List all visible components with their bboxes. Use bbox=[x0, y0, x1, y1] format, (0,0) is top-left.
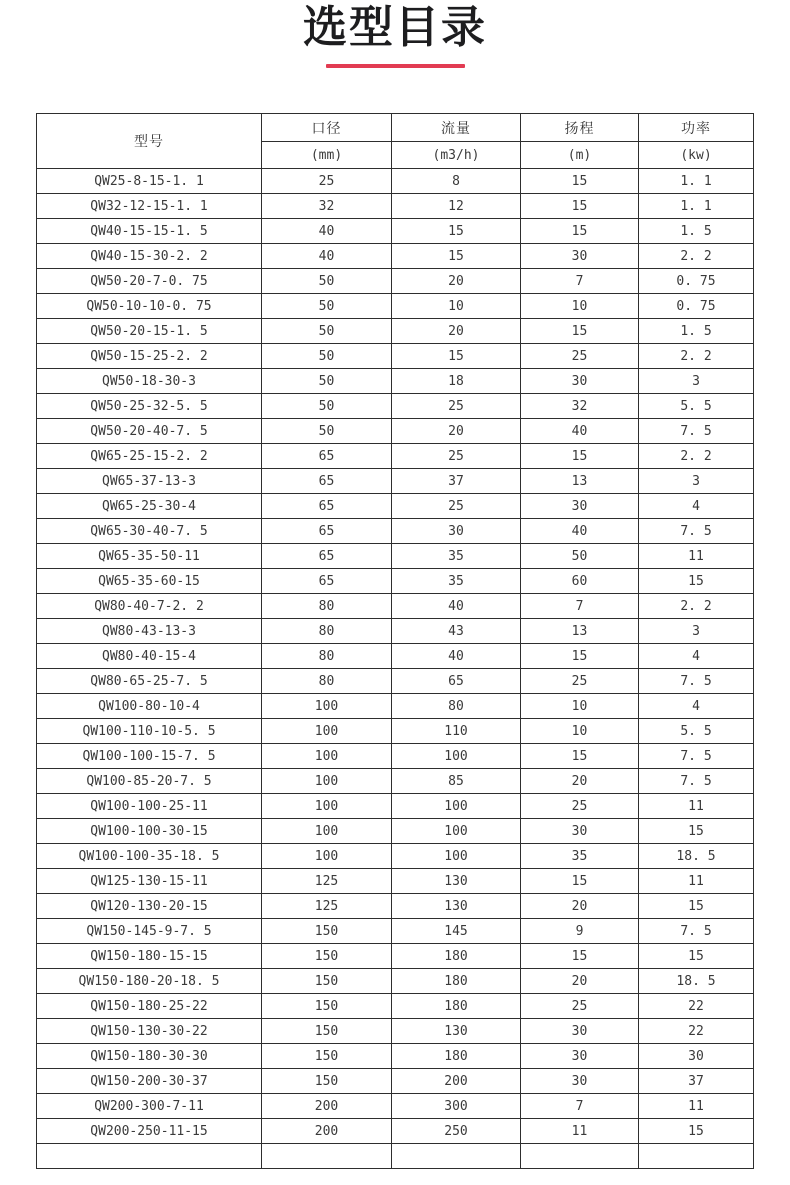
flow-cell: 30 bbox=[392, 519, 521, 544]
diameter-cell: 65 bbox=[262, 444, 392, 469]
head-cell: 15 bbox=[521, 169, 639, 194]
diameter-cell: 65 bbox=[262, 544, 392, 569]
diameter-cell: 50 bbox=[262, 269, 392, 294]
power-cell: 11 bbox=[639, 869, 754, 894]
model-cell: QW80-40-15-4 bbox=[37, 644, 262, 669]
model-cell: QW100-110-10-5. 5 bbox=[37, 719, 262, 744]
table-row bbox=[37, 419, 754, 444]
head-cell: 30 bbox=[521, 494, 639, 519]
flow-cell: 40 bbox=[392, 594, 521, 619]
flow-cell: 300 bbox=[392, 1094, 521, 1119]
flow-cell: 25 bbox=[392, 394, 521, 419]
power-cell: 7. 5 bbox=[639, 519, 754, 544]
head-cell: 11 bbox=[521, 1119, 639, 1144]
head-cell: 7 bbox=[521, 269, 639, 294]
table-row bbox=[37, 569, 754, 594]
power-cell: 7. 5 bbox=[639, 419, 754, 444]
diameter-cell: 65 bbox=[262, 494, 392, 519]
table-row bbox=[37, 369, 754, 394]
model-cell: QW150-130-30-22 bbox=[37, 1019, 262, 1044]
flow-cell: 37 bbox=[392, 469, 521, 494]
power-cell: 0. 75 bbox=[639, 294, 754, 319]
flow-cell: 20 bbox=[392, 269, 521, 294]
model-cell: QW50-25-32-5. 5 bbox=[37, 394, 262, 419]
flow-cell: 12 bbox=[392, 194, 521, 219]
head-cell: 15 bbox=[521, 944, 639, 969]
table-row bbox=[37, 1119, 754, 1144]
head-cell: 9 bbox=[521, 919, 639, 944]
table-row bbox=[37, 219, 754, 244]
selection-table-body bbox=[37, 169, 754, 1169]
head-cell: 20 bbox=[521, 969, 639, 994]
diameter-cell: 150 bbox=[262, 1019, 392, 1044]
table-row bbox=[37, 169, 754, 194]
diameter-cell: 100 bbox=[262, 719, 392, 744]
flow-cell: 35 bbox=[392, 569, 521, 594]
table-row bbox=[37, 1019, 754, 1044]
power-cell: 2. 2 bbox=[639, 244, 754, 269]
model-cell: QW200-250-11-15 bbox=[37, 1119, 262, 1144]
head-cell: 50 bbox=[521, 544, 639, 569]
flow-cell: 20 bbox=[392, 419, 521, 444]
model-cell: QW65-25-15-2. 2 bbox=[37, 444, 262, 469]
diameter-cell: 65 bbox=[262, 469, 392, 494]
page-title: 选型目录 bbox=[303, 2, 487, 53]
table-row bbox=[37, 394, 754, 419]
power-cell: 4 bbox=[639, 644, 754, 669]
model-cell: QW50-20-15-1. 5 bbox=[37, 319, 262, 344]
power-cell: 37 bbox=[639, 1069, 754, 1094]
table-row bbox=[37, 744, 754, 769]
diameter-cell bbox=[262, 1144, 392, 1169]
power-cell: 1. 1 bbox=[639, 169, 754, 194]
flow-cell: 180 bbox=[392, 969, 521, 994]
header-flow-unit: (m3/h) bbox=[392, 142, 521, 169]
flow-cell: 40 bbox=[392, 644, 521, 669]
head-cell: 60 bbox=[521, 569, 639, 594]
diameter-cell: 80 bbox=[262, 644, 392, 669]
flow-cell: 100 bbox=[392, 744, 521, 769]
power-cell: 11 bbox=[639, 1094, 754, 1119]
flow-cell bbox=[392, 1144, 521, 1169]
model-cell: QW80-40-7-2. 2 bbox=[37, 594, 262, 619]
model-cell: QW150-200-30-37 bbox=[37, 1069, 262, 1094]
power-cell: 15 bbox=[639, 819, 754, 844]
diameter-cell: 100 bbox=[262, 744, 392, 769]
head-cell: 15 bbox=[521, 444, 639, 469]
power-cell: 11 bbox=[639, 794, 754, 819]
diameter-cell: 100 bbox=[262, 819, 392, 844]
power-cell: 1. 5 bbox=[639, 219, 754, 244]
head-cell: 32 bbox=[521, 394, 639, 419]
flow-cell: 65 bbox=[392, 669, 521, 694]
model-cell: QW50-20-7-0. 75 bbox=[37, 269, 262, 294]
power-cell: 4 bbox=[639, 694, 754, 719]
diameter-cell: 150 bbox=[262, 919, 392, 944]
head-cell: 25 bbox=[521, 794, 639, 819]
flow-cell: 145 bbox=[392, 919, 521, 944]
head-cell: 13 bbox=[521, 619, 639, 644]
table-row bbox=[37, 844, 754, 869]
head-cell: 40 bbox=[521, 419, 639, 444]
table-row bbox=[37, 644, 754, 669]
power-cell: 11 bbox=[639, 544, 754, 569]
flow-cell: 100 bbox=[392, 844, 521, 869]
table-row bbox=[37, 319, 754, 344]
flow-cell: 15 bbox=[392, 244, 521, 269]
table-row bbox=[37, 544, 754, 569]
model-cell: QW150-180-15-15 bbox=[37, 944, 262, 969]
flow-cell: 8 bbox=[392, 169, 521, 194]
table-row bbox=[37, 919, 754, 944]
table-row bbox=[37, 894, 754, 919]
model-cell: QW50-18-30-3 bbox=[37, 369, 262, 394]
power-cell: 7. 5 bbox=[639, 919, 754, 944]
table-row bbox=[37, 1069, 754, 1094]
partial-next-row bbox=[37, 1144, 754, 1169]
diameter-cell: 65 bbox=[262, 519, 392, 544]
model-cell: QW25-8-15-1. 1 bbox=[37, 169, 262, 194]
flow-cell: 43 bbox=[392, 619, 521, 644]
diameter-cell: 25 bbox=[262, 169, 392, 194]
head-cell: 15 bbox=[521, 319, 639, 344]
power-cell: 1. 1 bbox=[639, 194, 754, 219]
title-underline bbox=[326, 64, 465, 68]
model-cell: QW40-15-15-1. 5 bbox=[37, 219, 262, 244]
head-cell: 7 bbox=[521, 594, 639, 619]
diameter-cell: 100 bbox=[262, 794, 392, 819]
flow-cell: 130 bbox=[392, 869, 521, 894]
flow-cell: 25 bbox=[392, 444, 521, 469]
model-cell: QW100-100-15-7. 5 bbox=[37, 744, 262, 769]
power-cell: 22 bbox=[639, 994, 754, 1019]
diameter-cell: 150 bbox=[262, 994, 392, 1019]
diameter-cell: 100 bbox=[262, 694, 392, 719]
diameter-cell: 150 bbox=[262, 1069, 392, 1094]
diameter-cell: 100 bbox=[262, 844, 392, 869]
power-cell: 5. 5 bbox=[639, 394, 754, 419]
power-cell: 7. 5 bbox=[639, 744, 754, 769]
flow-cell: 18 bbox=[392, 369, 521, 394]
header-flow: 流量 bbox=[392, 114, 521, 142]
head-cell: 7 bbox=[521, 1094, 639, 1119]
head-cell: 15 bbox=[521, 194, 639, 219]
model-cell: QW100-100-25-11 bbox=[37, 794, 262, 819]
flow-cell: 15 bbox=[392, 344, 521, 369]
power-cell: 1. 5 bbox=[639, 319, 754, 344]
diameter-cell: 50 bbox=[262, 394, 392, 419]
model-cell: QW80-43-13-3 bbox=[37, 619, 262, 644]
model-cell: QW50-10-10-0. 75 bbox=[37, 294, 262, 319]
flow-cell: 180 bbox=[392, 944, 521, 969]
header-head-unit: (m) bbox=[521, 142, 639, 169]
model-cell: QW40-15-30-2. 2 bbox=[37, 244, 262, 269]
head-cell: 30 bbox=[521, 244, 639, 269]
diameter-cell: 200 bbox=[262, 1119, 392, 1144]
head-cell: 13 bbox=[521, 469, 639, 494]
diameter-cell: 125 bbox=[262, 869, 392, 894]
power-cell: 3 bbox=[639, 369, 754, 394]
power-cell bbox=[639, 1144, 754, 1169]
table-row bbox=[37, 994, 754, 1019]
model-cell: QW125-130-15-11 bbox=[37, 869, 262, 894]
model-cell: QW65-35-60-15 bbox=[37, 569, 262, 594]
power-cell: 22 bbox=[639, 1019, 754, 1044]
diameter-cell: 200 bbox=[262, 1094, 392, 1119]
flow-cell: 10 bbox=[392, 294, 521, 319]
head-cell: 25 bbox=[521, 669, 639, 694]
flow-cell: 35 bbox=[392, 544, 521, 569]
table-row bbox=[37, 694, 754, 719]
table-header bbox=[37, 114, 754, 169]
flow-cell: 250 bbox=[392, 1119, 521, 1144]
power-cell: 18. 5 bbox=[639, 844, 754, 869]
power-cell: 3 bbox=[639, 619, 754, 644]
flow-cell: 85 bbox=[392, 769, 521, 794]
table-row bbox=[37, 769, 754, 794]
head-cell: 25 bbox=[521, 344, 639, 369]
model-cell: QW100-100-35-18. 5 bbox=[37, 844, 262, 869]
table-row bbox=[37, 869, 754, 894]
table-row bbox=[37, 619, 754, 644]
header-head: 扬程 bbox=[521, 114, 639, 142]
flow-cell: 110 bbox=[392, 719, 521, 744]
table-row bbox=[37, 1094, 754, 1119]
diameter-cell: 50 bbox=[262, 419, 392, 444]
flow-cell: 80 bbox=[392, 694, 521, 719]
diameter-cell: 100 bbox=[262, 769, 392, 794]
diameter-cell: 150 bbox=[262, 969, 392, 994]
flow-cell: 130 bbox=[392, 1019, 521, 1044]
head-cell: 40 bbox=[521, 519, 639, 544]
head-cell: 10 bbox=[521, 694, 639, 719]
head-cell: 30 bbox=[521, 1069, 639, 1094]
table-row bbox=[37, 969, 754, 994]
header-power: 功率 bbox=[639, 114, 754, 142]
diameter-cell: 80 bbox=[262, 594, 392, 619]
diameter-cell: 50 bbox=[262, 369, 392, 394]
power-cell: 2. 2 bbox=[639, 594, 754, 619]
head-cell bbox=[521, 1144, 639, 1169]
model-cell: QW150-180-30-30 bbox=[37, 1044, 262, 1069]
head-cell: 10 bbox=[521, 719, 639, 744]
model-cell: QW150-145-9-7. 5 bbox=[37, 919, 262, 944]
model-cell: QW150-180-25-22 bbox=[37, 994, 262, 1019]
power-cell: 15 bbox=[639, 1119, 754, 1144]
power-cell: 2. 2 bbox=[639, 444, 754, 469]
table-row bbox=[37, 444, 754, 469]
flow-cell: 15 bbox=[392, 219, 521, 244]
header-power-unit: (kw) bbox=[639, 142, 754, 169]
diameter-cell: 40 bbox=[262, 244, 392, 269]
model-cell: QW150-180-20-18. 5 bbox=[37, 969, 262, 994]
power-cell: 30 bbox=[639, 1044, 754, 1069]
model-cell: QW50-15-25-2. 2 bbox=[37, 344, 262, 369]
header-model: 型号 bbox=[37, 114, 262, 169]
flow-cell: 130 bbox=[392, 894, 521, 919]
model-cell: QW120-130-20-15 bbox=[37, 894, 262, 919]
head-cell: 15 bbox=[521, 644, 639, 669]
diameter-cell: 40 bbox=[262, 219, 392, 244]
model-cell: QW65-37-13-3 bbox=[37, 469, 262, 494]
flow-cell: 100 bbox=[392, 819, 521, 844]
table-row bbox=[37, 669, 754, 694]
header-label-row bbox=[37, 114, 754, 142]
power-cell: 15 bbox=[639, 944, 754, 969]
model-cell: QW200-300-7-11 bbox=[37, 1094, 262, 1119]
head-cell: 30 bbox=[521, 1019, 639, 1044]
model-cell bbox=[37, 1144, 262, 1169]
model-cell: QW50-20-40-7. 5 bbox=[37, 419, 262, 444]
power-cell: 2. 2 bbox=[639, 344, 754, 369]
power-cell: 15 bbox=[639, 894, 754, 919]
header-diameter-unit: (mm) bbox=[262, 142, 392, 169]
table-row bbox=[37, 469, 754, 494]
head-cell: 20 bbox=[521, 894, 639, 919]
table-row bbox=[37, 594, 754, 619]
model-cell: QW32-12-15-1. 1 bbox=[37, 194, 262, 219]
table-row bbox=[37, 344, 754, 369]
diameter-cell: 32 bbox=[262, 194, 392, 219]
model-cell: QW100-100-30-15 bbox=[37, 819, 262, 844]
table-row bbox=[37, 519, 754, 544]
flow-cell: 200 bbox=[392, 1069, 521, 1094]
flow-cell: 180 bbox=[392, 1044, 521, 1069]
flow-cell: 100 bbox=[392, 794, 521, 819]
model-cell: QW65-35-50-11 bbox=[37, 544, 262, 569]
header-diameter: 口径 bbox=[262, 114, 392, 142]
power-cell: 15 bbox=[639, 569, 754, 594]
diameter-cell: 150 bbox=[262, 1044, 392, 1069]
head-cell: 30 bbox=[521, 819, 639, 844]
flow-cell: 20 bbox=[392, 319, 521, 344]
table-row bbox=[37, 244, 754, 269]
head-cell: 30 bbox=[521, 369, 639, 394]
diameter-cell: 50 bbox=[262, 319, 392, 344]
head-cell: 15 bbox=[521, 744, 639, 769]
diameter-cell: 125 bbox=[262, 894, 392, 919]
power-cell: 18. 5 bbox=[639, 969, 754, 994]
power-cell: 7. 5 bbox=[639, 769, 754, 794]
head-cell: 20 bbox=[521, 769, 639, 794]
flow-cell: 25 bbox=[392, 494, 521, 519]
power-cell: 4 bbox=[639, 494, 754, 519]
table-row bbox=[37, 944, 754, 969]
table-row bbox=[37, 494, 754, 519]
table-row bbox=[37, 269, 754, 294]
table-row bbox=[37, 1044, 754, 1069]
flow-cell: 180 bbox=[392, 994, 521, 1019]
diameter-cell: 150 bbox=[262, 944, 392, 969]
head-cell: 15 bbox=[521, 869, 639, 894]
selection-table bbox=[36, 113, 754, 1169]
table-row bbox=[37, 194, 754, 219]
model-cell: QW65-30-40-7. 5 bbox=[37, 519, 262, 544]
diameter-cell: 50 bbox=[262, 344, 392, 369]
head-cell: 15 bbox=[521, 219, 639, 244]
table-row bbox=[37, 819, 754, 844]
head-cell: 25 bbox=[521, 994, 639, 1019]
head-cell: 30 bbox=[521, 1044, 639, 1069]
diameter-cell: 65 bbox=[262, 569, 392, 594]
model-cell: QW80-65-25-7. 5 bbox=[37, 669, 262, 694]
model-cell: QW100-80-10-4 bbox=[37, 694, 262, 719]
diameter-cell: 80 bbox=[262, 619, 392, 644]
model-cell: QW100-85-20-7. 5 bbox=[37, 769, 262, 794]
head-cell: 35 bbox=[521, 844, 639, 869]
table-row bbox=[37, 794, 754, 819]
head-cell: 10 bbox=[521, 294, 639, 319]
model-cell: QW65-25-30-4 bbox=[37, 494, 262, 519]
power-cell: 3 bbox=[639, 469, 754, 494]
power-cell: 5. 5 bbox=[639, 719, 754, 744]
table-row bbox=[37, 294, 754, 319]
diameter-cell: 80 bbox=[262, 669, 392, 694]
power-cell: 0. 75 bbox=[639, 269, 754, 294]
power-cell: 7. 5 bbox=[639, 669, 754, 694]
table-row bbox=[37, 719, 754, 744]
diameter-cell: 50 bbox=[262, 294, 392, 319]
